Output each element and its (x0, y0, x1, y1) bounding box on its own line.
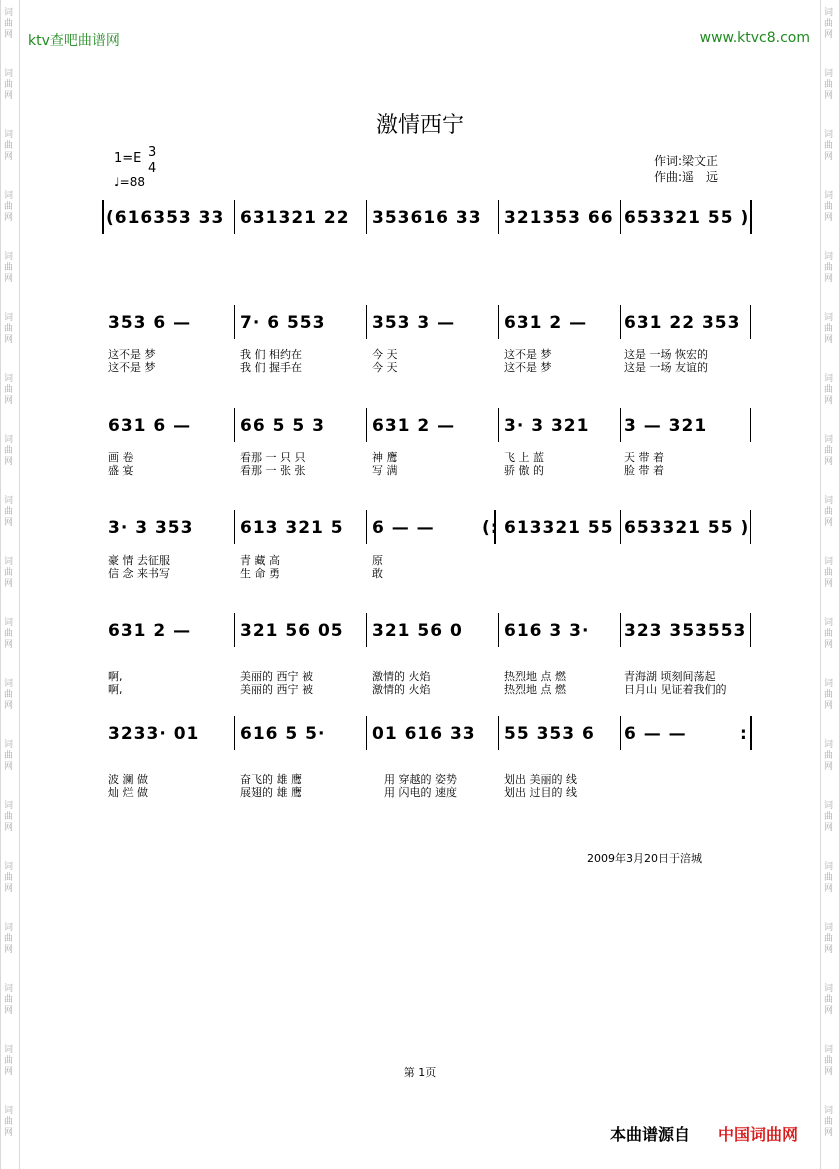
side-watermark-text: 词 曲 网 (4, 69, 14, 101)
quarter-note-icon: ♩ (114, 175, 120, 189)
side-watermark-text: 词 曲 网 (4, 8, 14, 40)
side-watermark-text: 词 曲 网 (824, 1045, 834, 1077)
lyric: 这是 一场 友谊的 (624, 361, 708, 374)
lyric: 用 穿越的 姿势 (384, 773, 457, 786)
side-watermark-text: 词 曲 网 (824, 801, 834, 833)
lyric: 骄 傲 的 (504, 464, 544, 477)
side-watermark-text: 词 曲 网 (824, 130, 834, 162)
measure: (616353 33 (106, 208, 225, 228)
lyric: 奋飞的 雄 鹰 (240, 773, 302, 786)
composition-date: 2009年3月20日于涪城 (587, 852, 702, 865)
measure: 6 — — (624, 724, 687, 744)
measure: 3 — 321 (624, 416, 708, 436)
lyric: 豪 情 去征服 (108, 554, 170, 567)
measure: 7· 6 553 (240, 313, 326, 333)
footer-source-site[interactable]: 中国词曲网 (718, 1125, 799, 1144)
header-site-url[interactable]: www.ktvc8.com (699, 30, 810, 46)
side-watermark-text: 词 曲 网 (4, 252, 14, 284)
lyric: 激情的 火焰 (372, 670, 431, 683)
lyric: 信 念 来书写 (108, 567, 170, 580)
side-watermark-text: 词 曲 网 (824, 496, 834, 528)
lyric: 这不是 梦 (108, 348, 156, 361)
measure: 353 6 — (108, 313, 192, 333)
measure: 321353 66 (504, 208, 614, 228)
lyric: 神 鹰 (372, 451, 398, 464)
measure: 353616 33 (372, 208, 482, 228)
side-watermark-text: 词 曲 网 (4, 740, 14, 772)
side-watermark-text: 词 曲 网 (4, 1045, 14, 1077)
notation-row-2 (102, 305, 752, 345)
lyric: 这不是 梦 (108, 361, 156, 374)
lyric: 盛 宴 (108, 464, 134, 477)
measure: 631 2 — (504, 313, 588, 333)
measure: 631 22 353 (624, 313, 741, 333)
page-number: 第 1页 (403, 1066, 437, 1079)
measure: 631 2 — (372, 416, 456, 436)
measure: 323 353553 (624, 621, 747, 641)
measure: 613 321 5 (240, 518, 344, 538)
side-watermark-text: 词 曲 网 (824, 557, 834, 589)
lyric: 天 带 着 (624, 451, 664, 464)
side-watermark-text: 词 曲 网 (824, 374, 834, 406)
side-watermark-text: 词 曲 网 (824, 984, 834, 1016)
side-watermark-text: 词 曲 网 (4, 130, 14, 162)
measure: 6 — — (372, 518, 435, 538)
tempo-value: =88 (119, 175, 145, 189)
measure: 321 56 0 (372, 621, 463, 641)
side-watermark-text: 词 曲 网 (824, 740, 834, 772)
lyric: 看那 一 张 张 (240, 464, 306, 477)
key-label: 1=E (114, 151, 142, 166)
measure: 631 6 — (108, 416, 192, 436)
footer-source-label: 本曲谱源自 (610, 1125, 691, 1144)
measure: 353 3 — (372, 313, 456, 333)
side-watermark-text: 词 曲 网 (824, 679, 834, 711)
measure: 66 5 5 3 (240, 416, 325, 436)
lyric: 划出 过目的 线 (504, 786, 577, 799)
lyric: 展翅的 雄 鹰 (240, 786, 302, 799)
meter-bottom: 4 (148, 161, 157, 176)
side-watermark-text: 词 曲 网 (4, 679, 14, 711)
lyric: 青 藏 高 (240, 554, 280, 567)
notation-row-5 (102, 613, 752, 653)
meter-top: 3 (148, 145, 157, 160)
lyric: 美丽的 西宁 被 (240, 683, 313, 696)
measure: 631321 22 (240, 208, 350, 228)
lyric: 灿 烂 做 (108, 786, 148, 799)
lyric: 青海湖 顷刻间荡起 (624, 670, 716, 683)
measure: 613321 55 (504, 518, 614, 538)
measure: 616 3 3· (504, 621, 590, 641)
notation-row-1 (102, 200, 752, 240)
measure: 653321 55 ) (624, 208, 750, 228)
measure: 01 616 33 (372, 724, 476, 744)
lyric: 日月山 见证着我们的 (624, 683, 727, 696)
notation-row-3 (102, 408, 752, 448)
side-watermark-text: 词 曲 网 (4, 435, 14, 467)
lyric: 啊, (108, 683, 123, 696)
side-watermark-text: 词 曲 网 (824, 435, 834, 467)
lyric: 热烈地 点 燃 (504, 683, 566, 696)
side-watermark-text: 词 曲 网 (4, 984, 14, 1016)
lyric: 我 们 相约在 (240, 348, 302, 361)
side-watermark-text: 词 曲 网 (824, 69, 834, 101)
repeat-end-icon: : (740, 724, 748, 744)
measure: 3233· 01 (108, 724, 200, 744)
side-watermark-text: 词 曲 网 (824, 862, 834, 894)
right-margin-watermark (820, 0, 840, 1169)
lyric: 画 卷 (108, 451, 134, 464)
measure: 616 5 5· (240, 724, 326, 744)
time-signature (148, 145, 156, 177)
lyric: 脸 带 着 (624, 464, 664, 477)
lyric: 今 天 (372, 361, 398, 374)
measure: 3· 3 321 (504, 416, 590, 436)
repeat-sign-icon: (: (482, 518, 499, 538)
side-watermark-text: 词 曲 网 (4, 801, 14, 833)
lyric: 今 天 (372, 348, 398, 361)
credits (654, 153, 718, 185)
lyric: 这是 一场 恢宏的 (624, 348, 708, 361)
side-watermark-text: 词 曲 网 (4, 923, 14, 955)
lyric: 这不是 梦 (504, 348, 552, 361)
side-watermark-text: 词 曲 网 (824, 1106, 834, 1138)
measure: 631 2 — (108, 621, 192, 641)
song-title: 激情西宁 (375, 113, 464, 138)
side-watermark-text: 词 曲 网 (4, 313, 14, 345)
side-watermark-text: 词 曲 网 (824, 191, 834, 223)
side-watermark-text: 词 曲 网 (824, 252, 834, 284)
lyric: 激情的 火焰 (372, 683, 431, 696)
composer: 作曲:遥 远 (654, 170, 719, 184)
left-margin-watermark (0, 0, 20, 1169)
side-watermark-text: 词 曲 网 (4, 496, 14, 528)
lyric: 波 澜 做 (108, 773, 148, 786)
side-watermark-text: 词 曲 网 (4, 557, 14, 589)
side-watermark-text: 词 曲 网 (4, 191, 14, 223)
lyric: 写 满 (372, 464, 398, 477)
side-watermark-text: 词 曲 网 (4, 1106, 14, 1138)
notation-row-4 (102, 510, 752, 550)
key-signature (114, 145, 157, 176)
measure: 55 353 6 (504, 724, 595, 744)
lyric: 看那 一 只 只 (240, 451, 306, 464)
side-watermark-text: 词 曲 网 (4, 374, 14, 406)
side-watermark-text: 词 曲 网 (4, 618, 14, 650)
side-watermark-text: 词 曲 网 (824, 618, 834, 650)
measure: 653321 55 ) (624, 518, 750, 538)
side-watermark-text: 词 曲 网 (824, 313, 834, 345)
side-watermark-text: 词 曲 网 (4, 862, 14, 894)
lyric: 生 命 勇 (240, 567, 280, 580)
header-site-name[interactable]: ktv查吧曲谱网 (28, 33, 120, 49)
measure: 321 56 05 (240, 621, 344, 641)
lyric: 热烈地 点 燃 (504, 670, 566, 683)
lyric: 敢 (372, 567, 383, 580)
lyric: 原 (372, 554, 383, 567)
lyric: 美丽的 西宁 被 (240, 670, 313, 683)
tempo-mark (114, 175, 145, 189)
lyricist: 作词:梁文正 (654, 154, 719, 168)
lyric: 用 闪电的 速度 (384, 786, 457, 799)
side-watermark-text: 词 曲 网 (824, 8, 834, 40)
lyric: 飞 上 蓝 (504, 451, 544, 464)
lyric: 划出 美丽的 线 (504, 773, 577, 786)
lyric: 啊, (108, 670, 123, 683)
side-watermark-text: 词 曲 网 (824, 923, 834, 955)
notation-row-6 (102, 716, 752, 756)
lyric: 我 们 握手在 (240, 361, 302, 374)
lyric: 这不是 梦 (504, 361, 552, 374)
measure: 3· 3 353 (108, 518, 194, 538)
